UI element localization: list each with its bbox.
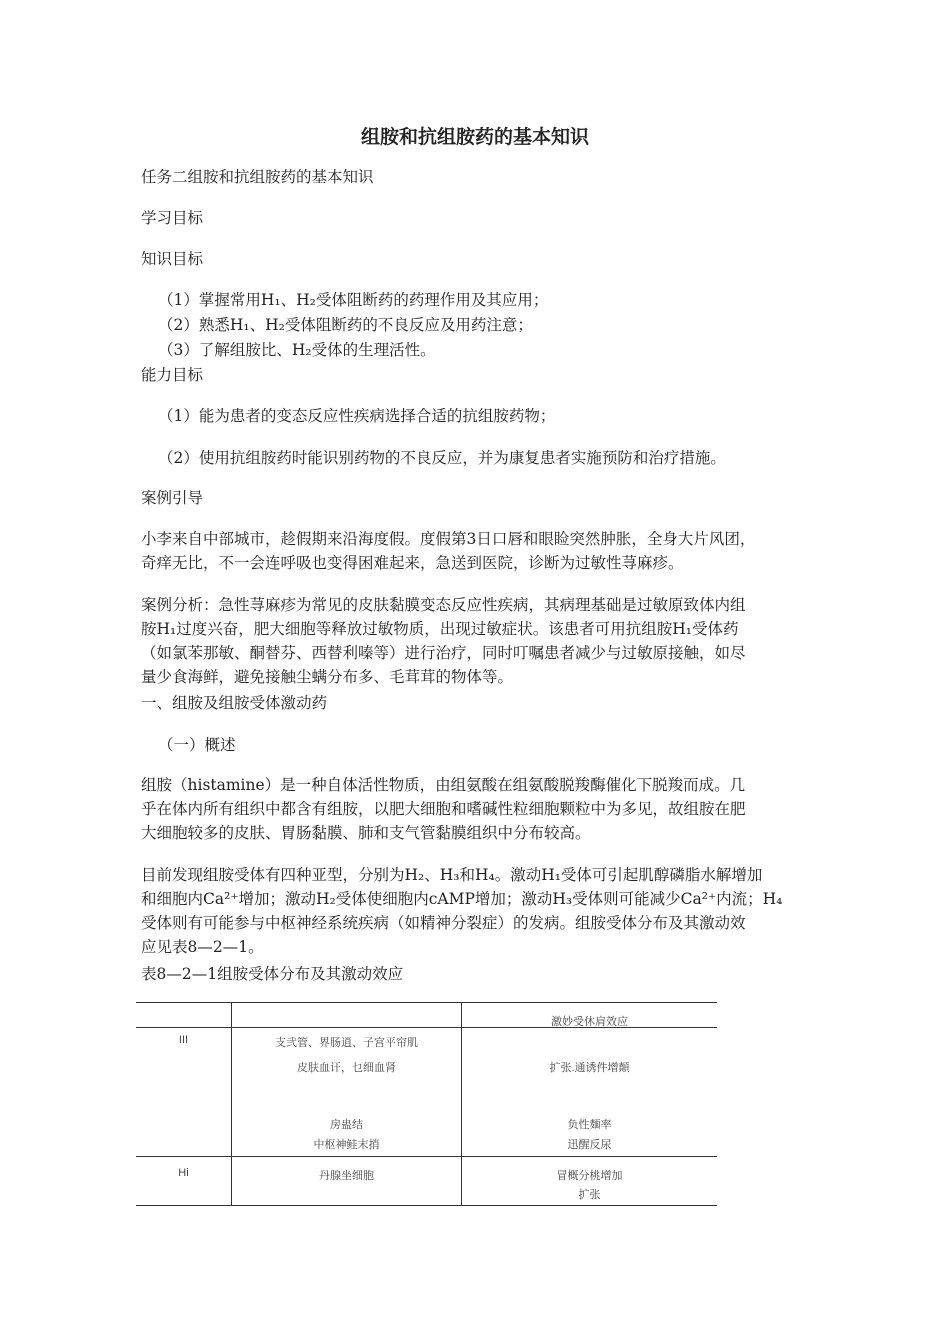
case-text-line: 奇痒无比，不一会连呼吸也变得困难起来，急送到医院，诊断为过敏性荨麻疹。 [141,554,684,572]
table-cell: 负性麺率 [567,1119,612,1131]
receptor-line: 应见表8—2—1。 [141,938,264,956]
task-heading: 任务二组胺和抗组胺药的基本知识 [141,168,374,186]
table-header-effect: 激妙受休肩效应 [551,1016,628,1028]
table-cell: 皮肤血讦，乜细血肾 [297,1062,396,1074]
ability-goals-heading: 能力目标 [141,366,204,384]
case-analysis-line: 量少食海鲜，避免接触尘螨分布多、毛茸茸的物体等。 [141,668,514,686]
case-text-line: 小李来自中部城市，趁假期来沿海度假。度假第3日口唇和眼睑突然肿胀，全身大片风团， [141,530,756,548]
table-cell: 扩张.通诱件增顛 [549,1062,630,1074]
case-analysis-line: （如氯苯那敏、酮替芬、西替利嗪等）进行治疗，同时叮嘱患者减少与过敏原接触，如尽 [141,644,746,662]
knowledge-item: （1）掌握常用H₁、H₂受体阻断药的药理作用及其应用； [158,291,549,309]
table-row-label: III [178,1034,189,1046]
knowledge-item: （3）了解组胺比、H₂受体的生理活性。 [158,341,436,359]
histamine-line: 大细胞较多的皮肤、胃肠黏膜、肺和支气管黏膜组织中分布较高。 [141,824,591,842]
table-row-label: Hi [178,1167,189,1179]
receptor-line: 受体则有可能参与中枢神经系统疾病（如精神分裂症）的发病。组胺受体分布及其激动效 [141,914,746,932]
ability-item: （1）能为患者的变态反应性疾病选择合适的抗组胺药物； [158,407,556,425]
table-caption: 表8—2—1组胺受体分布及其激动效应 [141,965,404,983]
table-cell: 迅醒反尿 [567,1139,612,1151]
knowledge-goals-heading: 知识目标 [141,250,204,268]
case-text [141,527,811,575]
histamine-line: 乎在体内所有组织中都含有组胺，以肥大细胞和嗜碱性粒细胞颗粒中为多见，故组胺在肥 [141,800,746,818]
table-cell: 丹腺坐细胞 [319,1170,374,1182]
table-cell: 房蛊结 [330,1119,363,1131]
subsection-heading: （一）概述 [158,736,236,754]
receptor-line: 和细胞内Ca²⁺增加；激动H₂受体使细胞内cAMP增加；激动H₃受体则可能减少Ca²⁺内流；H₄ [141,890,783,908]
learning-goals-heading: 学习目标 [141,209,204,227]
ability-item: （2）使用抗组胺药时能识别药物的不良反应，并为康复患者实施预防和治疗措施。 [158,449,726,467]
table-cell: 中枢神鲑末捎 [313,1139,380,1151]
table-row-rule [136,1156,717,1157]
receptor-line: 目前发现组胺受体有四种亚型，分别为H₂、H₃和H₄。激动H₁受体可引起肌醇磷脂水解增加 [141,866,763,884]
page-title: 组胺和抗组胺药的基本知识 [360,126,589,148]
histamine-line: 组胺（histamine）是一种自体活性物质，由组氨酸在组氨酸脱羧酶催化下脱羧而成。几 [141,776,746,794]
section-heading: 一、组胺及组胺受体激动药 [141,694,328,712]
case-intro-heading: 案例引导 [141,489,204,507]
table-bottom-rule [136,1205,717,1206]
histamine-paragraph [141,773,811,845]
case-analysis-line: 案例分析：急性荨麻疹为常见的皮肤黏膜变态反应性疾病，其病理基础是过敏原致体内组 [141,596,746,614]
case-analysis [141,593,811,689]
knowledge-item: （2）熟悉H₁、H₂受体阻断药的不良反应及用药注意； [158,316,533,334]
table-cell: 支弐管、界肠逍、子宫平帘肌 [275,1037,418,1049]
receptor-paragraph [141,863,811,959]
table-cell: 扩张 [578,1189,601,1201]
case-analysis-line: 胺H₁过度兴奋，肥大细胞等释放过敏物质，出现过敏症状。该患者可用抗组胺H₁受体药 [141,620,739,638]
table-top-rule [136,1002,717,1003]
table-cell: 冒概分桃增加 [556,1170,623,1182]
